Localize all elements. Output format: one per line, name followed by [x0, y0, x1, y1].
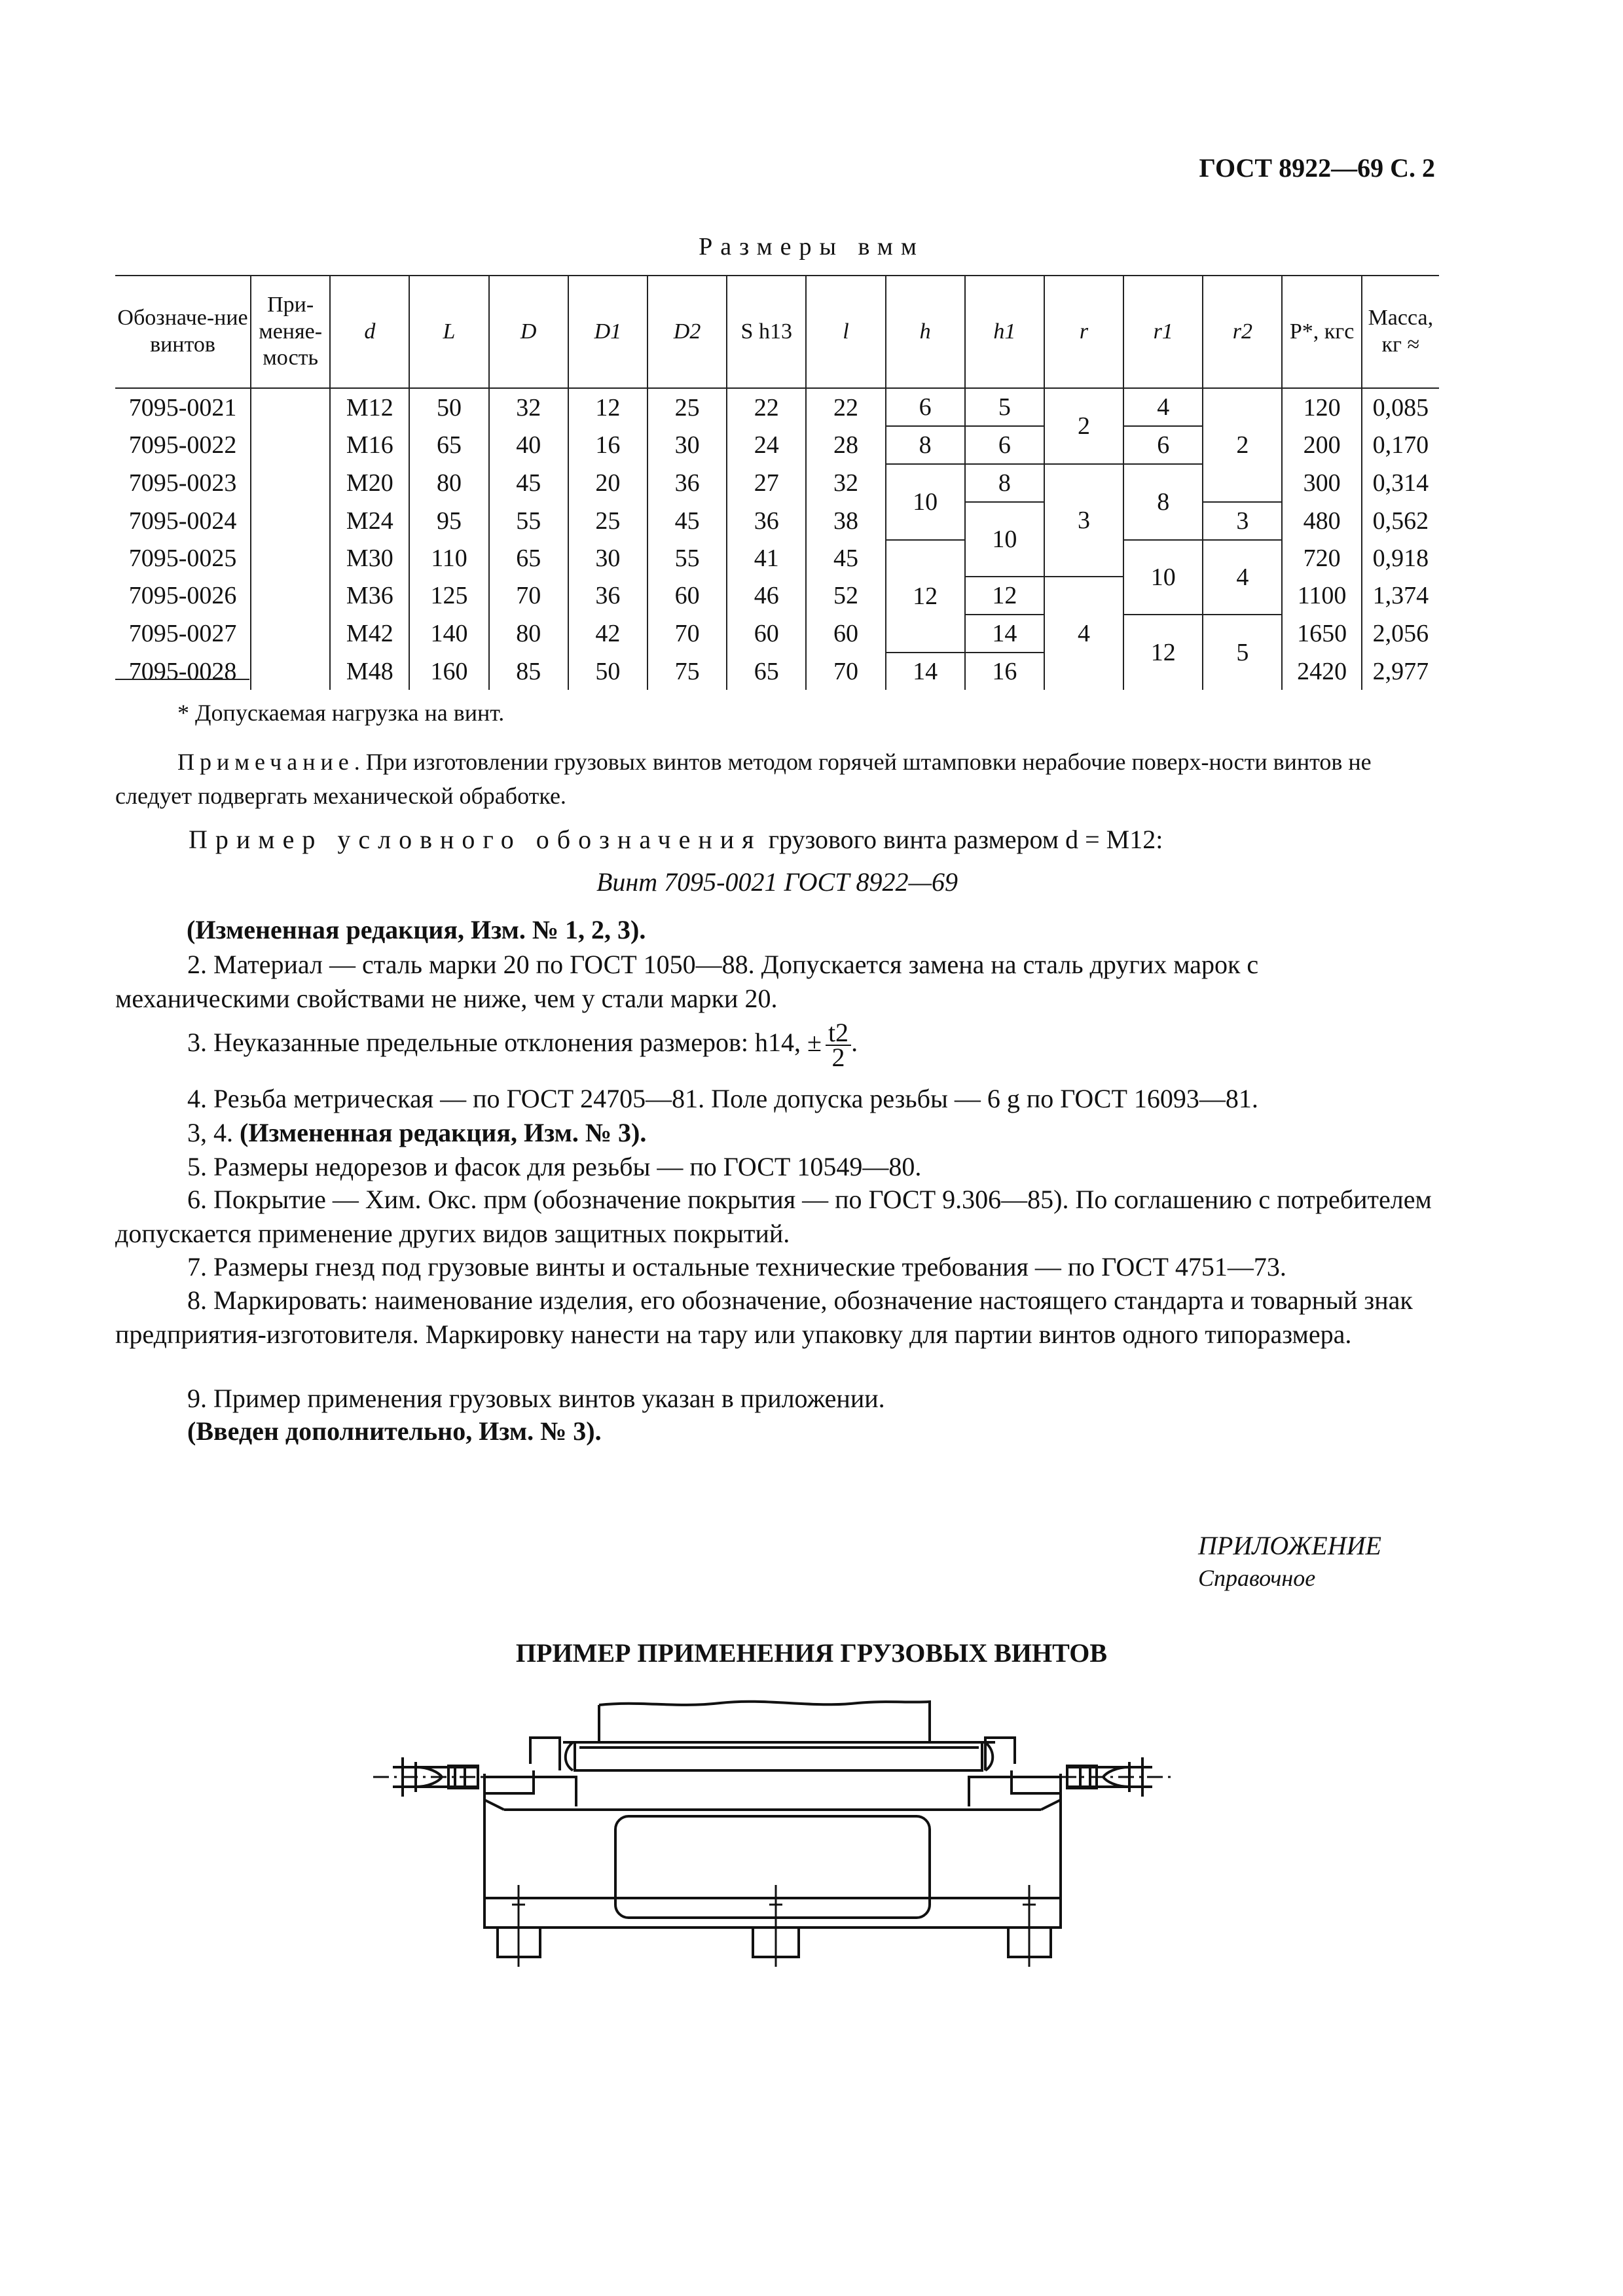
table-row: 7095-0026 M36 125 70 36 60 46 52 12 4 1100 1,374	[115, 577, 1439, 615]
item-9: 9. Пример применения грузовых винтов указан в приложении.	[187, 1384, 885, 1413]
item-7: 7. Размеры гнезд под грузовые винты и остальные технические требования — по ГОСТ 4751—73.	[187, 1252, 1286, 1282]
table-row: 7095-0021 M12 50 32 12 25 22 22 6 5 2 4 2 120 0,085	[115, 388, 1439, 426]
col-d: d	[330, 276, 409, 388]
figure-title: ПРИМЕР ПРИМЕНЕНИЯ ГРУЗОВЫХ ВИНТОВ	[515, 1638, 1108, 1668]
change-note-1: (Измененная редакция, Изм. № 1, 2, 3).	[187, 915, 646, 944]
col-l: l	[806, 276, 885, 388]
item-4: 4. Резьба метрическая — по ГОСТ 24705—81. Поле допуска резьбы — 6 g по ГОСТ 16093—81.	[187, 1084, 1258, 1113]
housing-body	[484, 1793, 1061, 1928]
col-D: D	[489, 276, 568, 388]
note-text: . При изготовлении грузовых винтов методом горячей штамповки нерабочие поверх-ности винтов не следует подвергать механической обработке.	[115, 749, 1372, 809]
item-2: 2. Материал — сталь марки 20 по ГОСТ 1050—88. Допускается замена на сталь других марок с механическими свойствами не ниже, чем у стали марки 20.	[115, 950, 1259, 1013]
top-part	[563, 1702, 995, 1742]
col-mass: Масса, кг ≈	[1362, 276, 1439, 388]
table-row: 7095-0024 M24 95 55 25 45 36 38 10 3 480 0,562	[115, 502, 1439, 540]
change-note-34	[187, 1116, 646, 1150]
note-paragraph	[115, 745, 1439, 813]
example-line	[189, 823, 1432, 857]
col-applicability: При-меняе-мость	[251, 276, 330, 388]
fraction-denominator: 2	[831, 1043, 845, 1072]
left-lifting-screw	[373, 1757, 484, 1797]
col-P: P*, кгс	[1282, 276, 1361, 388]
col-h1: h1	[965, 276, 1044, 388]
example-label: Пример условного обозначения	[189, 825, 762, 854]
change-note-34-text: (Измененная редакция, Изм. № 3).	[240, 1118, 647, 1147]
item-3: 3. Неуказанные предельные отклонения размеров: h14, ± $\frac{t2}{2}$ .	[187, 1018, 858, 1072]
col-L: L	[409, 276, 488, 388]
item-6: 6. Покрытие — Хим. Окс. прм (обозначение покрытия — по ГОСТ 9.306—85). По соглашению с потребителем допускается применение других видов защитных покрытий.	[115, 1185, 1432, 1248]
item-3-text: 3. Неуказанные предельные отклонения размеров: h14, ±	[187, 1028, 822, 1058]
fraction-numerator: t2	[826, 1021, 851, 1046]
item-5: 5. Размеры недорезов и фасок для резьбы — по ГОСТ 10549—80.	[187, 1152, 922, 1181]
example-designation: Винт 7095-0021 ГОСТ 8922—69	[596, 867, 958, 897]
table-row: 7095-0025 M30 110 65 30 55 41 45 12 10 4 720 0,918	[115, 540, 1439, 577]
fraction	[826, 1018, 851, 1072]
col-r1: r1	[1123, 276, 1203, 388]
table-row: 7095-0023 M20 80 45 20 36 27 32 10 8 3 8 300 0,314	[115, 464, 1439, 502]
table-row: 7095-0028 M48 160 85 50 75 65 70 14 16 2420 2,977	[115, 653, 1439, 690]
change-note-34-prefix: 3, 4.	[187, 1118, 240, 1147]
lifting-screws-drawing	[367, 1689, 1178, 1970]
col-designation: Обозначе-ние винтов	[115, 276, 251, 388]
dimensions-table	[115, 275, 1439, 690]
note-label: Примечание	[177, 749, 354, 775]
appendix-title: ПРИЛОЖЕНИЕ	[1198, 1531, 1381, 1560]
left-support	[484, 1738, 576, 1806]
footnote: * Допускаемая нагрузка на винт.	[177, 700, 505, 726]
col-r: r	[1044, 276, 1123, 388]
table-row: 7095-0022 M16 65 40 16 30 24 28 8 6 6 200 0,170	[115, 426, 1439, 464]
col-r2: r2	[1203, 276, 1282, 388]
shaft	[566, 1742, 993, 1770]
appendix-subtitle: Справочное	[1198, 1565, 1316, 1591]
table-underline	[115, 679, 249, 680]
col-D2: D2	[647, 276, 727, 388]
right-lifting-screw	[1061, 1757, 1172, 1797]
col-D1: D1	[568, 276, 647, 388]
item-8: 8. Маркировать: наименование изделия, его обозначение, обозначение настоящего стандарта и товарный знак предприятия-изготовителя. Маркировку нанести на тару или упаковку для партии винтов одного типоразмера.	[115, 1285, 1413, 1349]
col-S: S h13	[727, 276, 806, 388]
example-text: грузового винта размером d = M12:	[761, 825, 1163, 854]
change-note-9: (Введен дополнительно, Изм. № 3).	[187, 1416, 602, 1446]
table-caption: Размеры вмм	[699, 233, 924, 260]
table-row: 7095-0027 M42 140 80 42 70 60 60 14 12 5 1650 2,056	[115, 615, 1439, 653]
table-header-row	[115, 276, 1439, 388]
page-header: ГОСТ 8922—69 С. 2	[1199, 153, 1435, 183]
col-h: h	[886, 276, 965, 388]
